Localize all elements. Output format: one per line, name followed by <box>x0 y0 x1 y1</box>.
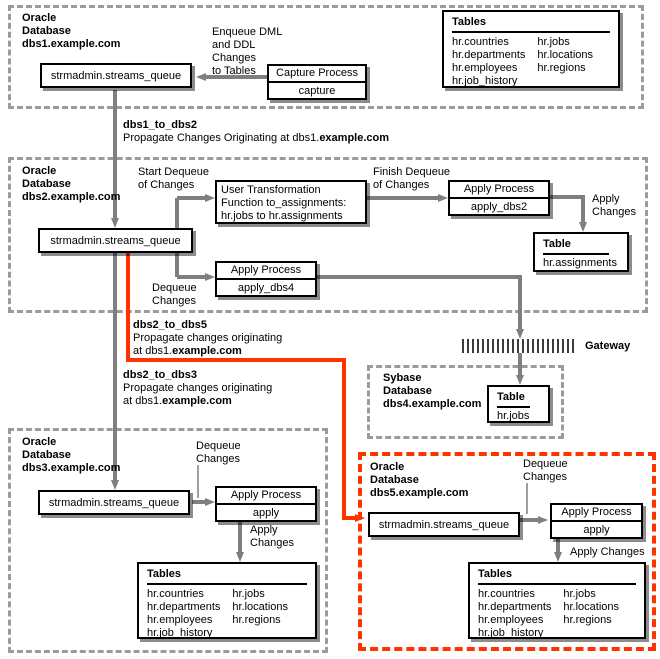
tables-column-2: hr.jobs hr.locations hr.regions <box>537 36 594 74</box>
start-dequeue-label: Start Dequeue of Changes <box>138 166 209 191</box>
apply-process-dbs3-box: Apply Process apply <box>215 486 317 522</box>
apply-changes-dbs2-label: Apply Changes <box>592 193 637 218</box>
finish-dequeue-label: Finish Dequeue of Changes <box>373 166 451 191</box>
hr-jobs-table-box: Table hr.jobs <box>487 385 550 423</box>
dbs1-database-label: Oracle Database dbs1.example.com <box>22 12 121 50</box>
gateway-label: Gateway <box>585 340 631 352</box>
dbs5-streams-queue: strmadmin.streams_queue <box>368 512 520 537</box>
enqueue-changes-label: Enqueue DML and DDL Changes to Tables <box>212 26 283 77</box>
gateway-hatch-icon <box>462 339 574 353</box>
tables-column-1: hr.countries hr.departments hr.employees hr.job_history <box>452 36 526 87</box>
dequeue-changes-dbs2-label: Dequeue Changes <box>152 282 197 307</box>
hr-assignments-table-box: Table hr.assignments <box>533 232 629 272</box>
dbs3-streams-queue: strmadmin.streams_queue <box>38 490 190 515</box>
tables-column-2: hr.jobs hr.locations hr.regions <box>232 588 289 626</box>
capture-process-box: Capture Process capture <box>267 64 367 100</box>
apply-process-dbs2-box: Apply Process apply_dbs2 <box>448 180 550 216</box>
dbs4-database-label: Sybase Database dbs4.example.com <box>383 372 482 410</box>
dbs2-streams-queue: strmadmin.streams_queue <box>38 228 193 253</box>
dbs1-tables-box: Tables hr.countries hr.departments hr.employees hr.job_history hr.jobs hr.locations hr.regions <box>442 10 620 88</box>
dequeue-changes-dbs5-label: Dequeue Changes <box>523 458 568 483</box>
apply-changes-dbs5-label: Apply Changes <box>570 546 645 558</box>
tables-column-2: hr.jobs hr.locations hr.regions <box>563 588 620 626</box>
apply-process-dbs5-box: Apply Process apply <box>550 503 643 539</box>
propagation-dbs2-to-dbs3-label: dbs2_to_dbs3 Propagate changes originating at dbs1.example.com <box>123 369 273 407</box>
dbs5-tables-box: Tables hr.countries hr.departments hr.employees hr.job_history hr.jobs hr.locations hr.regions <box>468 562 646 639</box>
propagation-dbs1-to-dbs2-label: dbs1_to_dbs2 Propagate Changes Originating at dbs1.example.com <box>123 119 390 144</box>
dbs5-database-label: Oracle Database dbs5.example.com <box>370 461 469 499</box>
user-transformation-box: User Transformation Function to_assignments: hr.jobs to hr.assignments <box>215 180 367 224</box>
dbs3-database-label: Oracle Database dbs3.example.com <box>22 436 121 474</box>
apply-process-dbs4-box: Apply Process apply_dbs4 <box>215 261 317 297</box>
dbs3-tables-box: Tables hr.countries hr.departments hr.employees hr.job_history hr.jobs hr.locations hr.regions <box>137 562 317 639</box>
apply-changes-dbs3-label: Apply Changes <box>250 524 295 549</box>
dequeue-changes-dbs3-label: Dequeue Changes <box>196 440 241 465</box>
dbs2-database-label: Oracle Database dbs2.example.com <box>22 165 121 203</box>
tables-column-1: hr.countries hr.departments hr.employees hr.job_history <box>147 588 221 639</box>
propagation-dbs2-to-dbs5-label: dbs2_to_dbs5 Propagate changes originating at dbs1.example.com <box>133 319 283 357</box>
dbs1-streams-queue: strmadmin.streams_queue <box>40 63 192 88</box>
tables-column-1: hr.countries hr.departments hr.employees hr.job_history <box>478 588 552 639</box>
